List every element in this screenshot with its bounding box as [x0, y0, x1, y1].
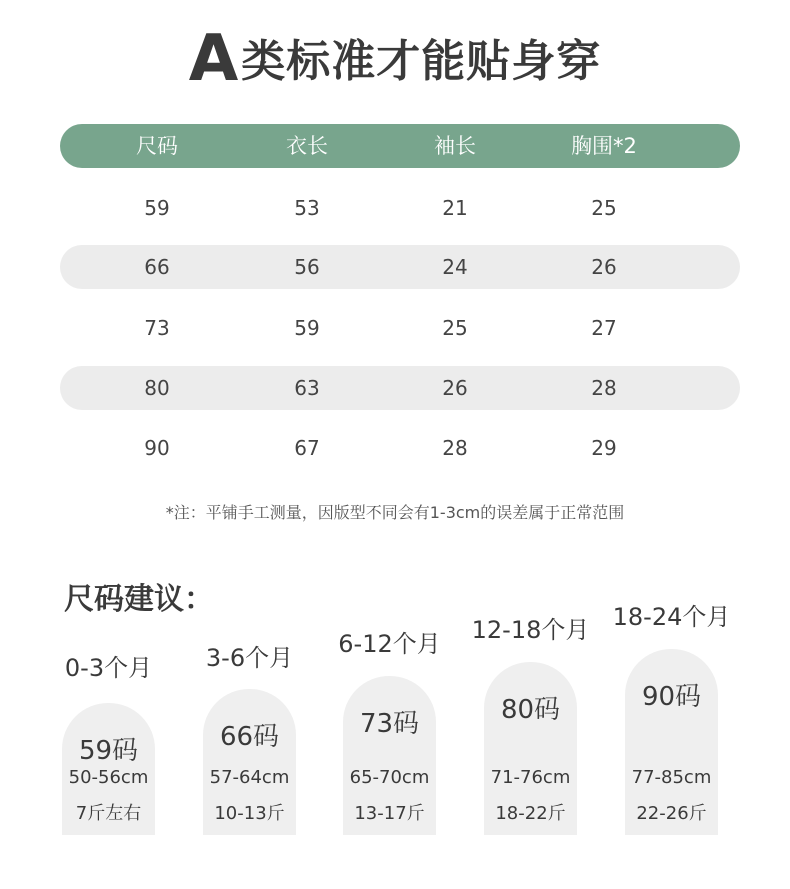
table-cell: 59: [144, 196, 170, 220]
size-suggestion-title: 尺码建议：: [64, 582, 214, 617]
table-cell: 59: [294, 316, 320, 340]
card-age: 12-18个月: [471, 616, 590, 644]
table-cell: 66: [144, 255, 170, 279]
header-cell-sleeve: 袖长: [434, 134, 476, 158]
card-body-length: 77-85cm: [631, 767, 712, 788]
card-age: 3-6个月: [205, 644, 294, 672]
card-body-length: 71-76cm: [490, 767, 571, 788]
card-age: 18-24个月: [612, 603, 731, 631]
table-cell: 63: [294, 376, 320, 400]
card-weight: 13-17斤: [354, 803, 425, 824]
header-cell-length: 衣长: [286, 134, 328, 158]
table-row: [60, 186, 740, 230]
card-body-length: 65-70cm: [349, 767, 430, 788]
card-size-code: 73码: [359, 709, 420, 739]
table-row: [60, 245, 740, 289]
table-cell: 28: [442, 436, 468, 460]
card-size-code: 90码: [641, 682, 702, 712]
card-weight: 7斤左右: [75, 803, 142, 824]
card-weight: 18-22斤: [495, 803, 566, 824]
table-cell: 21: [442, 196, 468, 220]
table-cell: 53: [294, 196, 320, 220]
table-cell: 25: [442, 316, 468, 340]
card-size-code: 80码: [500, 695, 561, 725]
table-row: [60, 426, 740, 470]
table-cell: 56: [294, 255, 320, 279]
card-weight: 22-26斤: [636, 803, 707, 824]
size-table-header: [60, 124, 740, 168]
card-size-code: 59码: [78, 736, 139, 766]
page-title: [0, 22, 790, 96]
table-row: [60, 366, 740, 410]
table-cell: 80: [144, 376, 170, 400]
table-cell: 24: [442, 255, 468, 279]
card-age: 6-12个月: [338, 630, 441, 658]
table-cell: 29: [591, 436, 617, 460]
card-body-length: 57-64cm: [209, 767, 290, 788]
table-cell: 28: [591, 376, 617, 400]
card-size-code: 66码: [219, 722, 280, 752]
card-age: 0-3个月: [64, 654, 153, 682]
table-cell: 90: [144, 436, 170, 460]
table-cell: 73: [144, 316, 170, 340]
table-cell: 26: [591, 255, 617, 279]
header-cell-chest: 胸围*2: [571, 134, 637, 158]
title-text: 类标准才能贴身穿: [241, 36, 602, 87]
table-cell: 26: [442, 376, 468, 400]
title-letter: A: [188, 22, 240, 96]
measurement-note: *注：平铺手工测量，因版型不同会有1-3cm的误差属于正常范围: [165, 503, 625, 522]
table-cell: 25: [591, 196, 617, 220]
header-cell-size: 尺码: [136, 134, 178, 158]
table-cell: 27: [591, 316, 617, 340]
table-cell: 67: [294, 436, 320, 460]
table-row: [60, 306, 740, 350]
card-body-length: 50-56cm: [68, 767, 149, 788]
card-weight: 10-13斤: [214, 803, 285, 824]
